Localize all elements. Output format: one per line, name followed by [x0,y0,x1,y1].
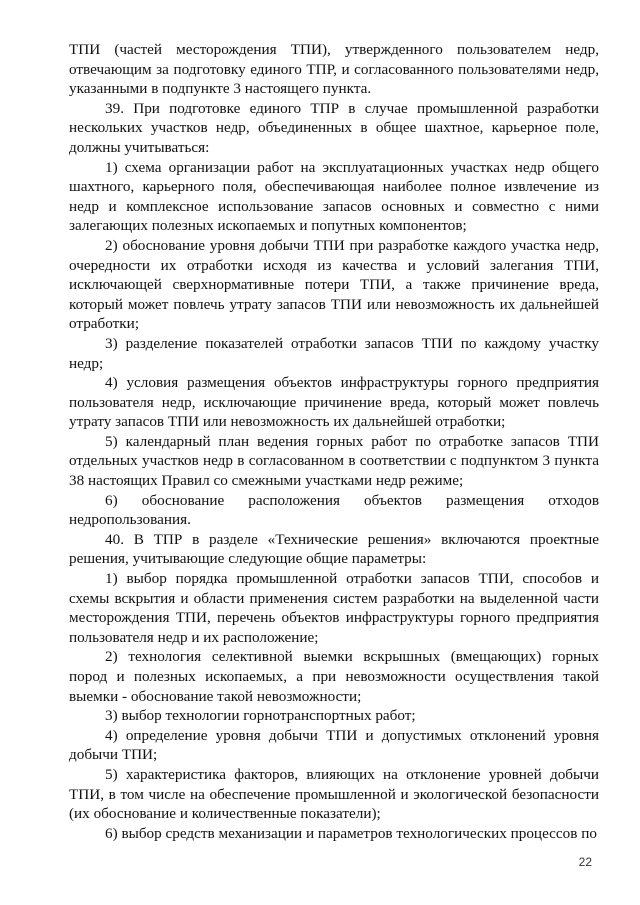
page-number: 22 [578,855,592,869]
paragraph: 2) технология селективной выемки вскрышных (вмещающих) горных пород и полезных ископаемых, а при невозможности осуществления такой выемки - обоснование такой невозможности; [69,648,599,705]
paragraph: 40. В ТПР в разделе «Технические решения» включаются проектные решения, учитывающие следующие общие параметры: [69,530,599,568]
paragraph: 6) обоснование расположения объектов размещения отходов недропользования. [69,491,599,529]
paragraph: 6) выбор средств механизации и параметров технологических процессов по [105,824,597,842]
paragraph: 4) условия размещения объектов инфраструктуры горного предприятия пользователя недр, исключающие причинение вреда, который может повлечь утрату запасов ТПИ или невозможность их дальнейшей отработки; [69,374,599,431]
paragraph: 5) характеристика факторов, влияющих на отклонение уровней добычи ТПИ, в том числе на обеспечение промышленной и экологической безопасности (их обоснование и количественные показатели); [69,765,599,823]
paragraph: 1) схема организации работ на эксплуатационных участках недр общего шахтного, карьерного поля, обеспечивающая наиболее полное извлечение из недр и комплексное использование запасов основных и совместно с ними залегающих полезных ископаемых и попутных компонентов; [69,158,599,235]
document-body [69,40,599,843]
paragraph: 2) обоснование уровня добычи ТПИ при разработке каждого участка недр, очередности их отработки исходя из качества и условий залегания ТПИ, исключающей сверхнормативные потери ТПИ, а также причинение вреда, который может повлечь утрату запасов ТПИ или невозможность их дальнейшей отработки; [69,236,599,333]
paragraph: 39. При подготовке единого ТПР в случае промышленной разработки нескольких участков недр, объединенных в общее шахтное, карьерное поле, должны учитываться: [69,99,599,156]
paragraph: 1) выбор порядка промышленной отработки запасов ТПИ, способов и схемы вскрытия и области применения систем разработки на выделенной части месторождения ТПИ, перечень объектов инфраструктуры горного предприятия пользователя недр и их расположение; [69,570,599,646]
paragraph: 3) выбор технологии горнотранспортных работ; [105,707,416,725]
paragraph: 5) календарный план ведения горных работ по отработке запасов ТПИ отдельных участков недр в согласованном в соответствии с подпунктом 3 пункта 38 настоящих Правил со смежными участками недр режиме; [69,432,599,490]
paragraph: 4) определение уровня добычи ТПИ и допустимых отклонений уровня добычи ТПИ; [69,726,599,764]
paragraph: ТПИ (частей месторождения ТПИ), утвержденного пользователем недр, отвечающим за подготовку единого ТПР, и согласованного пользователями недр, указанными в подпункте 3 настоящего пункта. [69,41,599,98]
paragraph: 3) разделение показателей отработки запасов ТПИ по каждому участку недр; [69,334,599,372]
